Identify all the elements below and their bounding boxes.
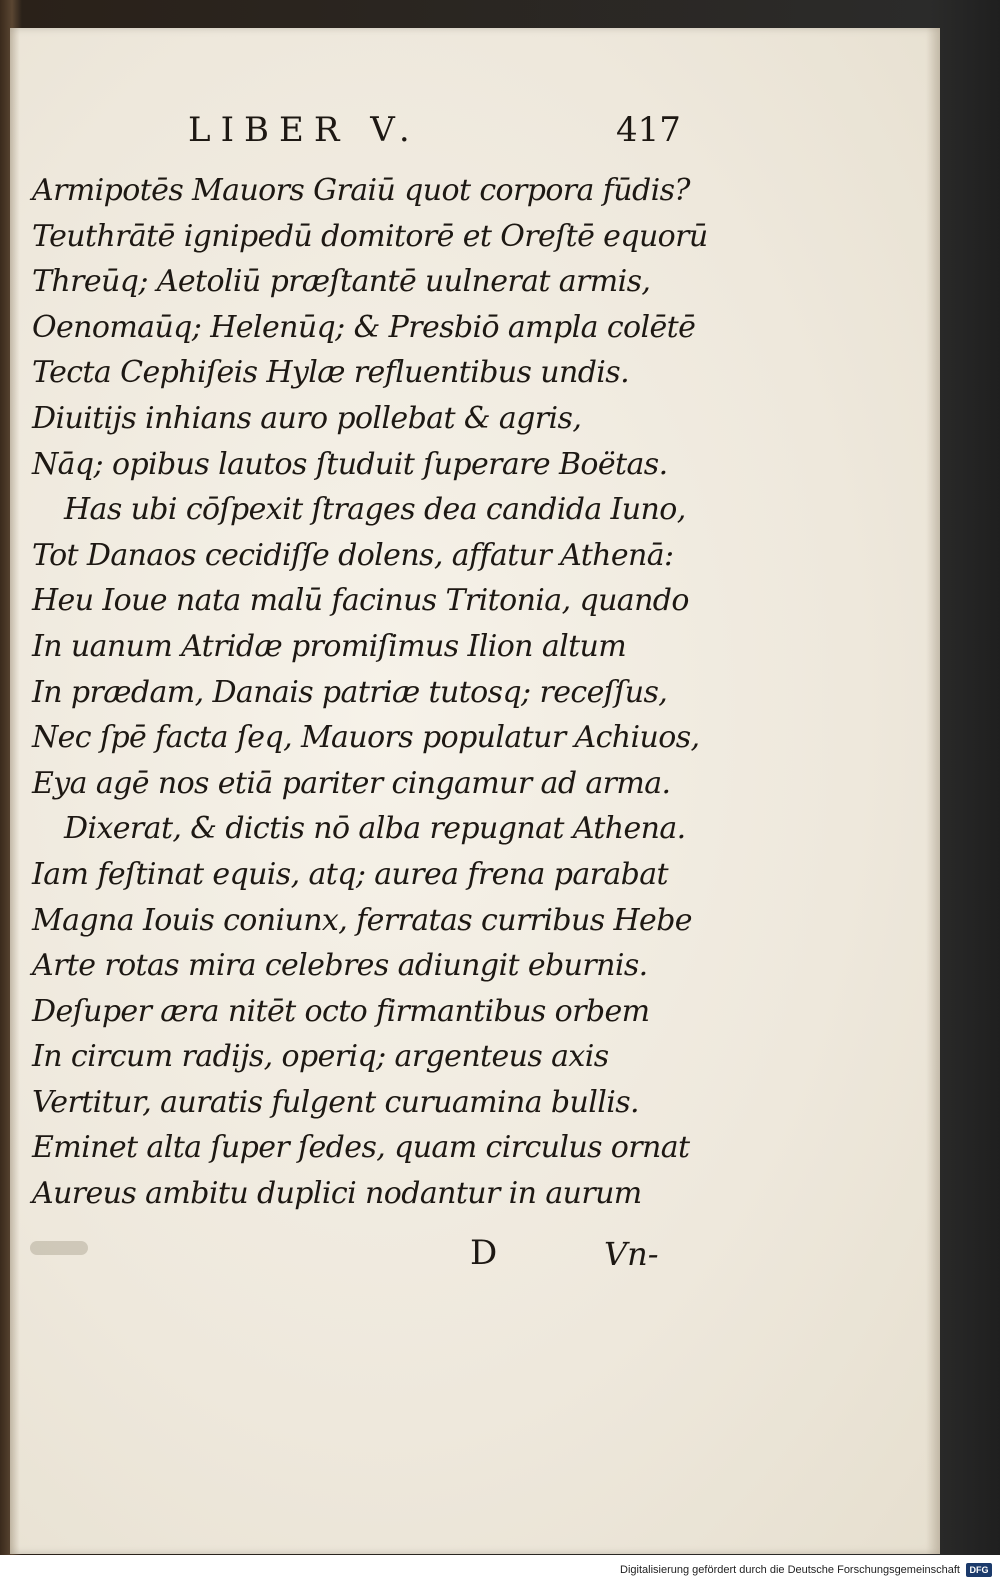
funding-credit: Digitalisierung gefördert durch die Deutsche Forschungsgemeinschaft <box>620 1564 960 1576</box>
running-title: LIBER V. <box>188 110 420 150</box>
verse-line: Nāq; opibus lautos ſtuduit ſuperare Boëtas. <box>32 446 668 482</box>
verse-line: Diuitijs inhians auro pollebat & agris, <box>32 400 582 436</box>
page-number: 417 <box>616 110 681 150</box>
verse-line: Tot Danaos cecidiſſe dolens, affatur Athenā: <box>32 537 674 573</box>
verse-line: Deſuper æra nitēt octo firmantibus orbem <box>32 993 650 1029</box>
verse-line: Eminet alta ſuper ſedes, quam circulus ornat <box>32 1130 690 1166</box>
verse-line: Heu Ioue nata malū facinus Tritonia, quando <box>32 583 689 619</box>
verse-line: Iam feſtinat equis, atq; aurea frena parabat <box>32 856 668 892</box>
verse-line: Teuthrātē ignipedū domitorē et Oreſtē equorū <box>32 218 708 254</box>
catchword: Vn- <box>604 1235 659 1273</box>
signature-mark: D <box>470 1233 498 1273</box>
verse-line: Arte rotas mira celebres adiungit eburnis. <box>32 948 648 984</box>
verse-line: Threūq; Aetoliū præſtantē uulnerat armis, <box>32 264 651 300</box>
verse-line: Aureus ambitu duplici nodantur in aurum <box>32 1176 642 1212</box>
book-page <box>10 28 940 1554</box>
verse-line: Eya agē nos etiā pariter cingamur ad arma. <box>32 765 671 801</box>
verse-line: In uanum Atridæ promiſimus Ilion altum <box>32 628 627 664</box>
verse-line: Has ubi cōſpexit ſtrages dea candida Iuno, <box>64 492 686 528</box>
verse-line: In prædam, Danais patriæ tutosq; receſſus, <box>32 674 668 710</box>
verse-line: Dixerat, & dictis nō alba repugnat Athena. <box>64 811 686 847</box>
verse-line: Armipotēs Mauors Graiū quot corpora fūdis? <box>32 173 690 208</box>
verse-line: In circum radijs, operiq; argenteus axis <box>32 1039 609 1075</box>
verse-block <box>32 168 712 1217</box>
verse-line: Vertitur, auratis fulgent curuamina bullis. <box>32 1084 639 1120</box>
verse-line: Magna Iouis coniunx, ferratas curribus Hebe <box>32 902 692 938</box>
verse-line: Nec ſpē facta ſeq, Mauors populatur Achiuos, <box>32 720 700 756</box>
page-header <box>10 110 940 160</box>
verse-line: Oenomaūq; Helenūq; & Presbiō ampla colētē <box>32 309 696 345</box>
credit-bar <box>0 1555 1000 1588</box>
dfg-logo-icon: DFG <box>966 1563 992 1577</box>
verse-line: Tecta Cephiſeis Hylæ refluentibus undis. <box>32 355 630 391</box>
page-footer <box>10 1233 940 1283</box>
